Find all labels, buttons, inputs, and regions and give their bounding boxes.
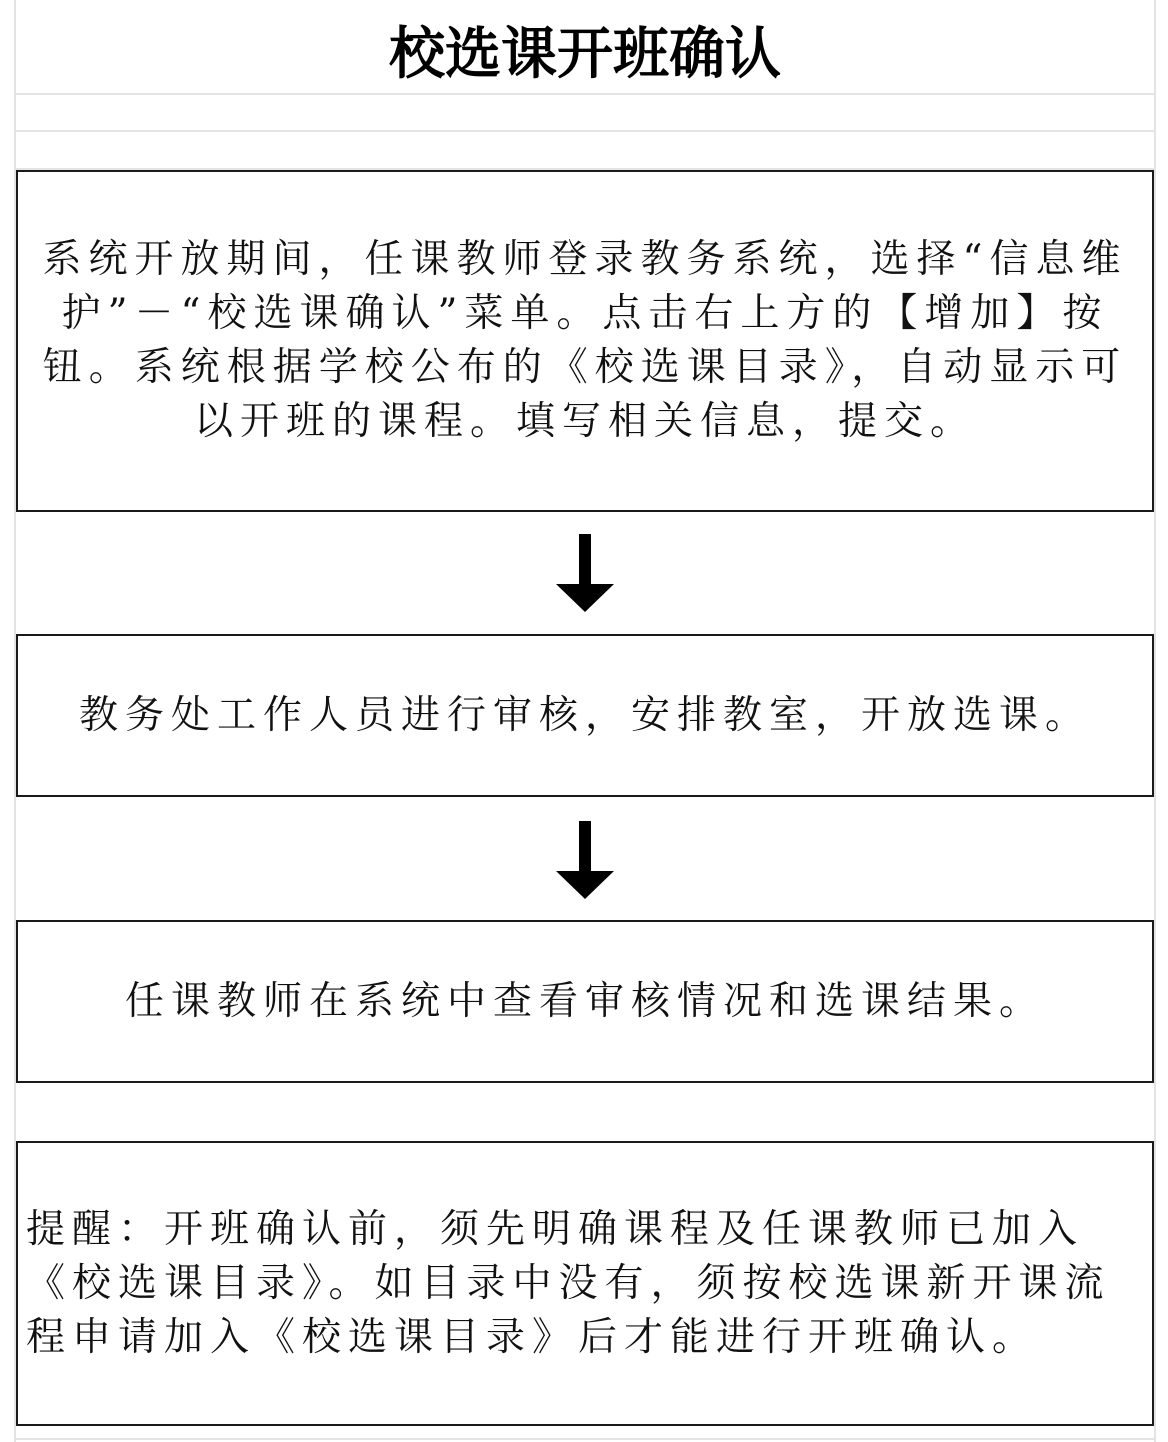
reminder-text: 提醒：开班确认前，须先明确课程及任课教师已加入《校选课目录》。如目录中没有，须按校选课新开课流程申请加入《校选课目录》后才能进行开班确认。 [26,1206,1111,1360]
reminder-box [16,1141,1154,1426]
arrow-down-icon [554,821,616,899]
step-box-3 [16,920,1154,1083]
step-text-1: 系统开放期间，任课教师登录教务系统，选择“信息维护”－“校选课确认”菜单。点击右上方的【增加】按钮。系统根据学校公布的《校选课目录》，自动显示可以开班的课程。填写相关信息，提交。 [42,237,1128,444]
step-text-2: 教务处工作人员进行审核，安排教室，开放选课。 [78,692,1091,738]
grid-line [16,130,1154,132]
step-text-3: 任课教师在系统中查看审核情况和选课结果。 [124,978,1045,1024]
step-box-2 [16,634,1154,797]
grid-line-right [1154,0,1156,1442]
step-box-1 [16,170,1154,512]
grid-line [16,1438,1154,1440]
arrow-down-icon [554,534,616,612]
page-title: 校选课开班确认 [389,21,781,87]
